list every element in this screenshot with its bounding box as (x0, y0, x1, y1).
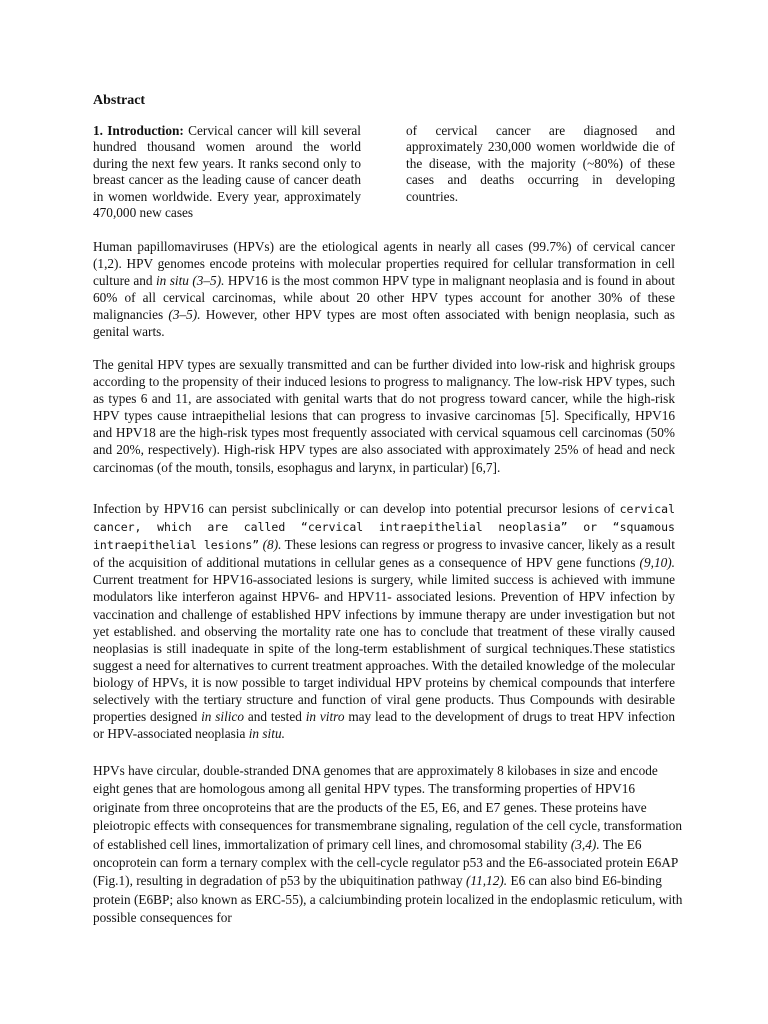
text-run: HPVs have circular, double-stranded DNA genomes that are approximately 8 kilobases in size and encode eight genes that are homologous among all genital HPV types. The transforming properties of HPV16 originate from three oncoproteins that are the products of the E5, E6, and E7 genes. These proteins have pleiotropic effects with consequences for transmembrane signaling, regulation of the cell cycle, transformation of established cell lines, immortalization of primary cell lines, and chromosomal stability (93, 763, 683, 852)
text-run: E6 can also bind E6-binding protein (E6BP; also known as ERC-55), a calciumbinding protein localized in the endoplasmic reticulum, with possible consequences for (93, 873, 683, 926)
text-run: However, other HPV types are most often associated with benign neoplasia, such as genital warts. (93, 307, 675, 340)
citation: (11,12). (466, 873, 508, 889)
citation: (9,10). (639, 555, 675, 571)
citation: (3,4). (570, 836, 600, 852)
text-run: Current treatment for HPV16-associated lesions is surgery, while limited success is achieved with immune modulators like interferon against HPV6- and HPV11- associated lesions. Prevention of HPV infection by vaccination and challenge of established HPV infections by immune therapy are under investigation but not yet established. and observing the mortality rate one has to conclude that treatment of these virally caused neoplasias is still inadequate in spite of the long-term establishment of surgical techniques.These statistics suggest a need for alternatives to current treatment approaches. With the detailed knowledge of the molecular biology of HPVs, it is now possible to target individual HPV proteins by chemical compounds that interfere selectively with the tertiary structure and function of viral gene products. Thus Compounds with desirable properties designed (93, 572, 675, 725)
paragraph-hpv-etiology (93, 238, 675, 341)
paragraph-genital-hpv-types (93, 356, 675, 476)
text-run: The genital HPV types are sexually transmitted and can be further divided into low-risk and highrisk groups according to the propensity of their induced lesions to progress to malignancy. The low-risk HPV types, such as types 6 and 11, are associated with genital warts that do not progress toward cancer, while the high-risk HPV types cause intraepithelial lesions that can progress to invasive carcinomas [5]. Specifically, HPV16 and HPV18 are the high-risk types most frequently associated with cervical squamous cell carcinomas (50% and 20%, respectively). High-risk HPV types are also associated with approximately 25% of head and neck carcinomas (of the mouth, tonsils, esophagus and larynx, in particular) [6,7]. (93, 357, 675, 475)
italic-term: in silico (201, 709, 245, 725)
italic-term: in situ. (248, 726, 285, 742)
text-run: These lesions can regress or progress to invasive cancer, likely as a result of the acquisition of additional mutations in cellular genes as a consequence of HPV gene functions (93, 537, 676, 571)
text-run: The E6 oncoprotein can form a ternary complex with the cell-cycle regulator p53 and the E6-associated protein E6AP (Fig.1), resulting in degradation of p53 by the ubiquitination pathway (93, 836, 678, 889)
text-run: Infection by HPV16 can persist subclinically or can develop into potential precursor lesions of (93, 501, 620, 516)
paragraph-hpv16-infection (93, 500, 675, 742)
text-run: Human papillomaviruses (HPVs) are the etiological agents in nearly all cases (99.7%) of cervical cancer (1,2). HPV genomes encode proteins with molecular properties required for cellular transformation in cell culture and (93, 239, 675, 289)
intro-text-left: Cervical cancer will kill several hundred thousand women around the world during the next few years. It ranks second only to breast cancer as the leading cause of cancer death in women worldwide. Every year, approximately 470,000 new cases (93, 123, 361, 221)
text-run: HPV16 is the most common HPV type in malignant neoplasia and is found in about 60% of all cervical carcinomas, while about 20 other HPV types account for another 30% of these malignancies (93, 273, 676, 323)
text-run: and tested (244, 709, 306, 725)
abstract-heading: Abstract (93, 93, 146, 108)
intro-column-right (406, 123, 675, 205)
citation: in situ (3–5). (155, 273, 225, 289)
intro-heading: 1. Introduction: (93, 123, 184, 138)
citation: (3–5). (168, 307, 201, 323)
text-run: may lead to the development of drugs to treat HPV infection or HPV-associated neoplasia (93, 709, 675, 742)
intro-column-left (93, 123, 361, 221)
paragraph-hpv-genome (93, 762, 683, 928)
text-run-mono: cervical cancer, which are called “cervical intraepithelial neoplasia” or “squamous intraepithelial lesions” (93, 502, 675, 553)
citation: (8). (262, 537, 282, 553)
italic-term: in vitro (305, 709, 345, 725)
intro-text-right: of cervical cancer are diagnosed and approximately 230,000 women worldwide die of the disease, with the majority (~80%) of these cases and deaths occurring in developing countries. (406, 123, 675, 204)
